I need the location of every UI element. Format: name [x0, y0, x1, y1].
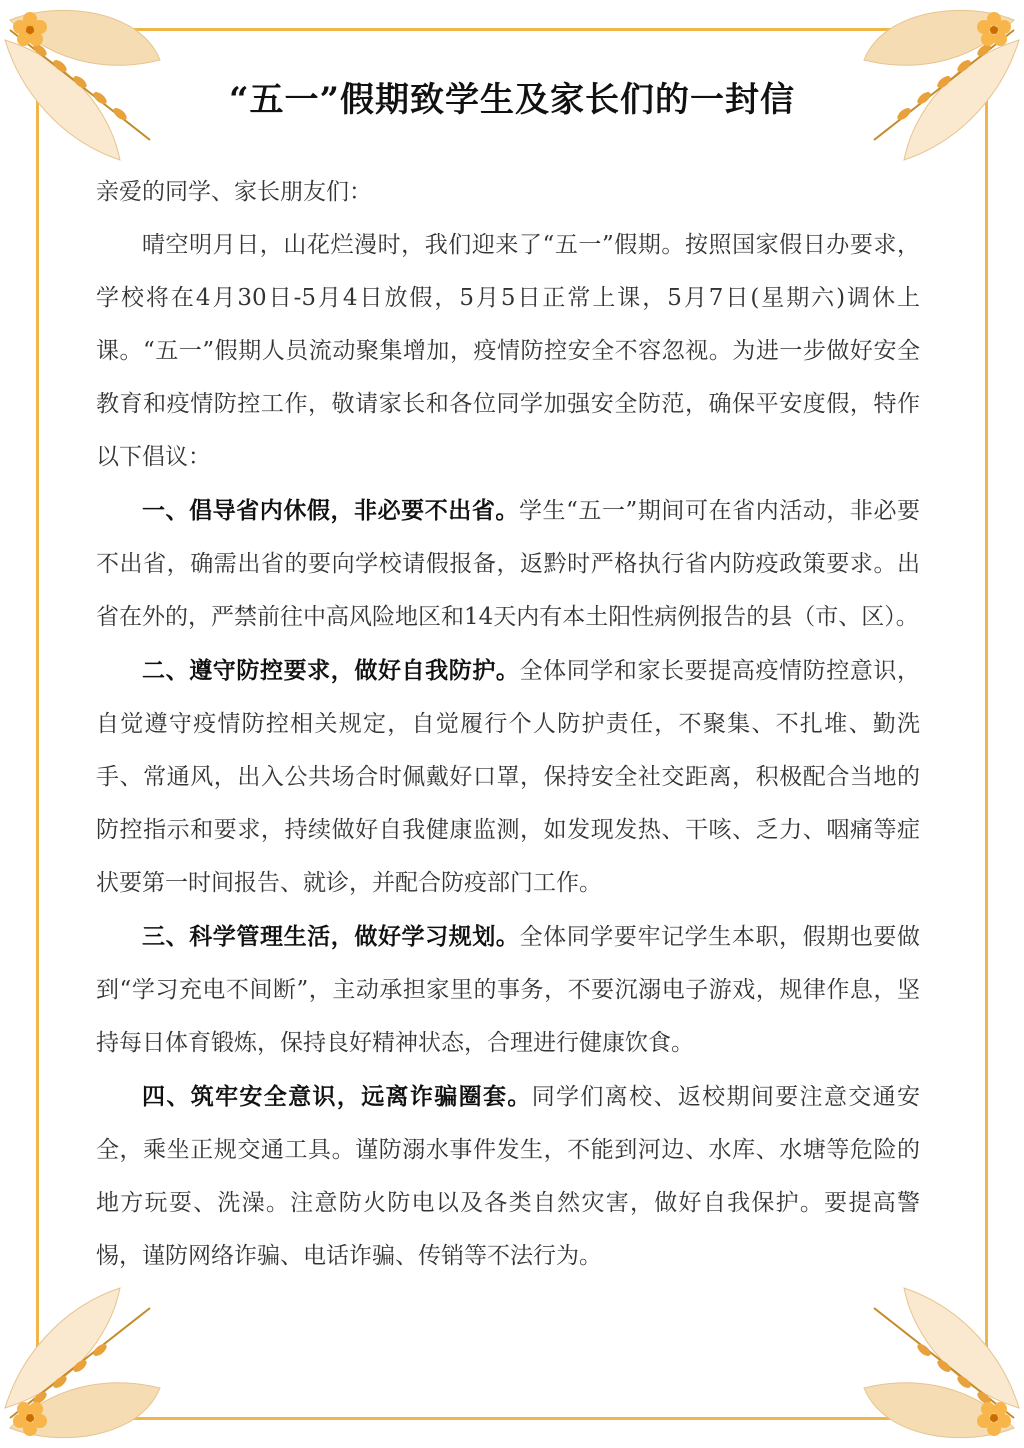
section-heading: 四、筑牢安全意识，远离诈骗圈套。 [142, 1083, 532, 1110]
section-paragraph [96, 1070, 920, 1283]
floral-corner-decoration-icon [0, 1278, 170, 1448]
section-paragraph [96, 910, 920, 1070]
letter-body [96, 166, 920, 1283]
page-title: “五一”假期致学生及家长们的一封信 [228, 80, 796, 120]
intro-paragraph: 晴空明月日，山花烂漫时，我们迎来了“五一”假期。按照国家假日办要求，学校将在4月30日-5月4日放假，5月5日正常上课，5月7日(星期六)调休上课。“五一”假期人员流动聚集增加，疫情防控安全不容忽视。为进一步做好安全教育和疫情防控工作，敬请家长和各位同学加强安全防范，确保平安度假，特作以下倡议： [96, 232, 920, 470]
section-text: 同学们离校、返校期间要注意交通安全，乘坐正规交通工具。谨防溺水事件发生，不能到河边、水库、水塘等危险的地方玩耍、洗澡。注意防火防电以及各类自然灾害，做好自我保护。要提高警惕，谨防网络诈骗、电话诈骗、传销等不法行为。 [96, 1084, 921, 1269]
section-heading: 三、科学管理生活，做好学习规划。 [142, 923, 520, 950]
section-text: 学生“五一”期间可在省内活动，非必要不出省，确需出省的要向学校请假报备，返黔时严格执行省内防疫政策要求。出省在外的，严禁前往中高风险地区和14天内有本土阳性病例报告的县（市、区）。 [96, 498, 920, 630]
section-heading: 一、倡导省内休假，非必要不出省。 [142, 497, 519, 524]
section-text: 全体同学要牢记学生本职，假期也要做到“学习充电不间断”，主动承担家里的事务，不要沉溺电子游戏，规律作息，坚持每日体育锻炼，保持良好精神状态，合理进行健康饮食。 [96, 924, 920, 1056]
greeting: 亲爱的同学、家长朋友们： [96, 179, 372, 205]
section-heading: 二、遵守防控要求，做好自我防护。 [142, 657, 520, 684]
section-text: 全体同学和家长要提高疫情防控意识，自觉遵守疫情防控相关规定，自觉履行个人防护责任，不聚集、不扎堆、勤洗手、常通风，出入公共场合时佩戴好口罩，保持安全社交距离，积极配合当地的防控指示和要求，持续做好自我健康监测，如发现发热、干咳、乏力、咽痛等症状要第一时间报告、就诊，并配合防疫部门工作。 [96, 658, 920, 896]
section-paragraph [96, 644, 920, 910]
floral-corner-decoration-icon [854, 1278, 1024, 1448]
section-paragraph [96, 484, 920, 644]
